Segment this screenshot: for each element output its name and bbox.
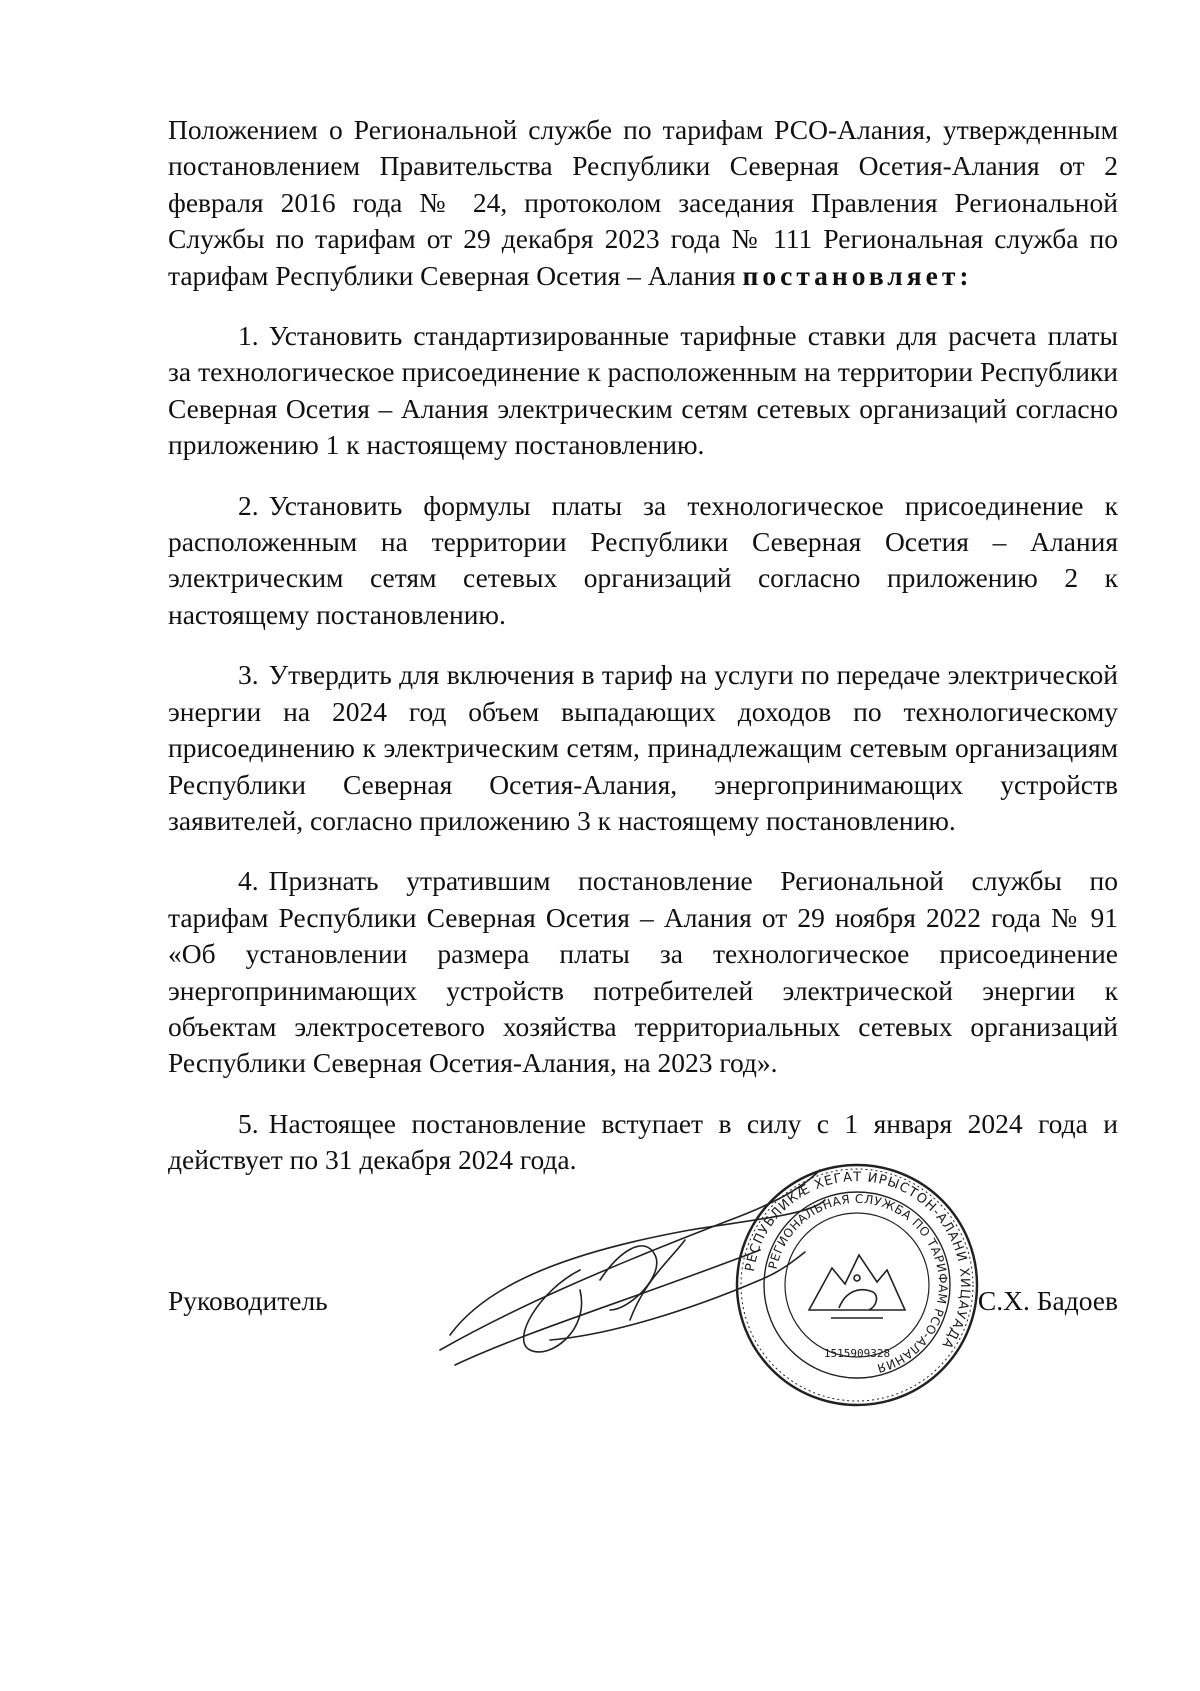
- item-text: Установить стандартизированные тарифные ставки для расчета платы за технологическое присоединение к расположенным на территории Республики Северная Осетия – Алания электрическим сетям сетевых организаций согласно приложению 1 к настоящему постановлению.: [168, 320, 1118, 461]
- document-body: [168, 112, 1118, 1203]
- intro-text: Положением о Региональной службе по тарифам РСО-Алания, утвержденным постановлением Правительства Республики Северная Осетия-Алания от 2 февраля 2016 года № 24, протоколом заседания Правления Региональной Службы по тарифам от 29 декабря 2023 года № 111 Региональная служба по тарифам Республики Северная Осетия – Алания: [168, 114, 1118, 291]
- decree-word: постановляет:: [742, 259, 973, 291]
- seal-outer-text: РЕСПУБЛИКӔ ХЕГАТ ИРЫСТОН-АЛАНИ ХИЦАУАДА: [742, 1169, 973, 1352]
- item-number: 1.: [238, 320, 259, 352]
- list-item: [168, 318, 1118, 464]
- item-number: 3.: [238, 659, 259, 691]
- intro-paragraph: [168, 112, 1118, 294]
- seal-inner-text: РЕГИОНАЛЬНАЯ СЛУЖБА ПО ТАРИФАМ РСО-АЛАНИЯ: [765, 1191, 951, 1376]
- item-text: Установить формулы платы за технологическое присоединение к расположенным на территории Республики Северная Осетия – Алания электрическим сетям сетевых организаций согласно приложению 2 к настоящему постановлению.: [168, 489, 1118, 630]
- item-number: 5.: [238, 1107, 259, 1139]
- signature-row: [168, 1285, 1118, 1325]
- item-number: 4.: [238, 865, 259, 897]
- item-text: Признать утратившим постановление Региональной службы по тарифам Республики Северная Осетия – Алания от 29 ноября 2022 года № 91 «Об установлении размера платы за технологическое присоединение энергопринимающих устройств потребителей электрической энергии к объектам электросетевого хозяйства территориальных сетевых организаций Республики Северная Осетия-Алания, на 2023 год».: [168, 865, 1118, 1079]
- list-item: [168, 657, 1118, 839]
- item-text: Утвердить для включения в тариф на услуги по передаче электрической энергии на 2024 год объем выпадающих доходов по технологическому присоединению к электрическим сетям, принадлежащим сетевым организациям Республики Северная Осетия-Алания, энергопринимающих устройств заявителей, согласно приложению 3 к настоящему постановлению.: [168, 659, 1118, 836]
- item-number: 2.: [238, 489, 259, 521]
- signatory-role: Руководитель: [168, 1285, 328, 1316]
- item-text: Настоящее постановление вступает в силу с 1 января 2024 года и действует по 31 декабря 2024 года.: [168, 1107, 1118, 1176]
- signatory-name: С.Х. Бадоев: [977, 1285, 1118, 1316]
- seal-number: 1515909328: [823, 1347, 891, 1360]
- list-item: [168, 488, 1118, 634]
- list-item: [168, 863, 1118, 1081]
